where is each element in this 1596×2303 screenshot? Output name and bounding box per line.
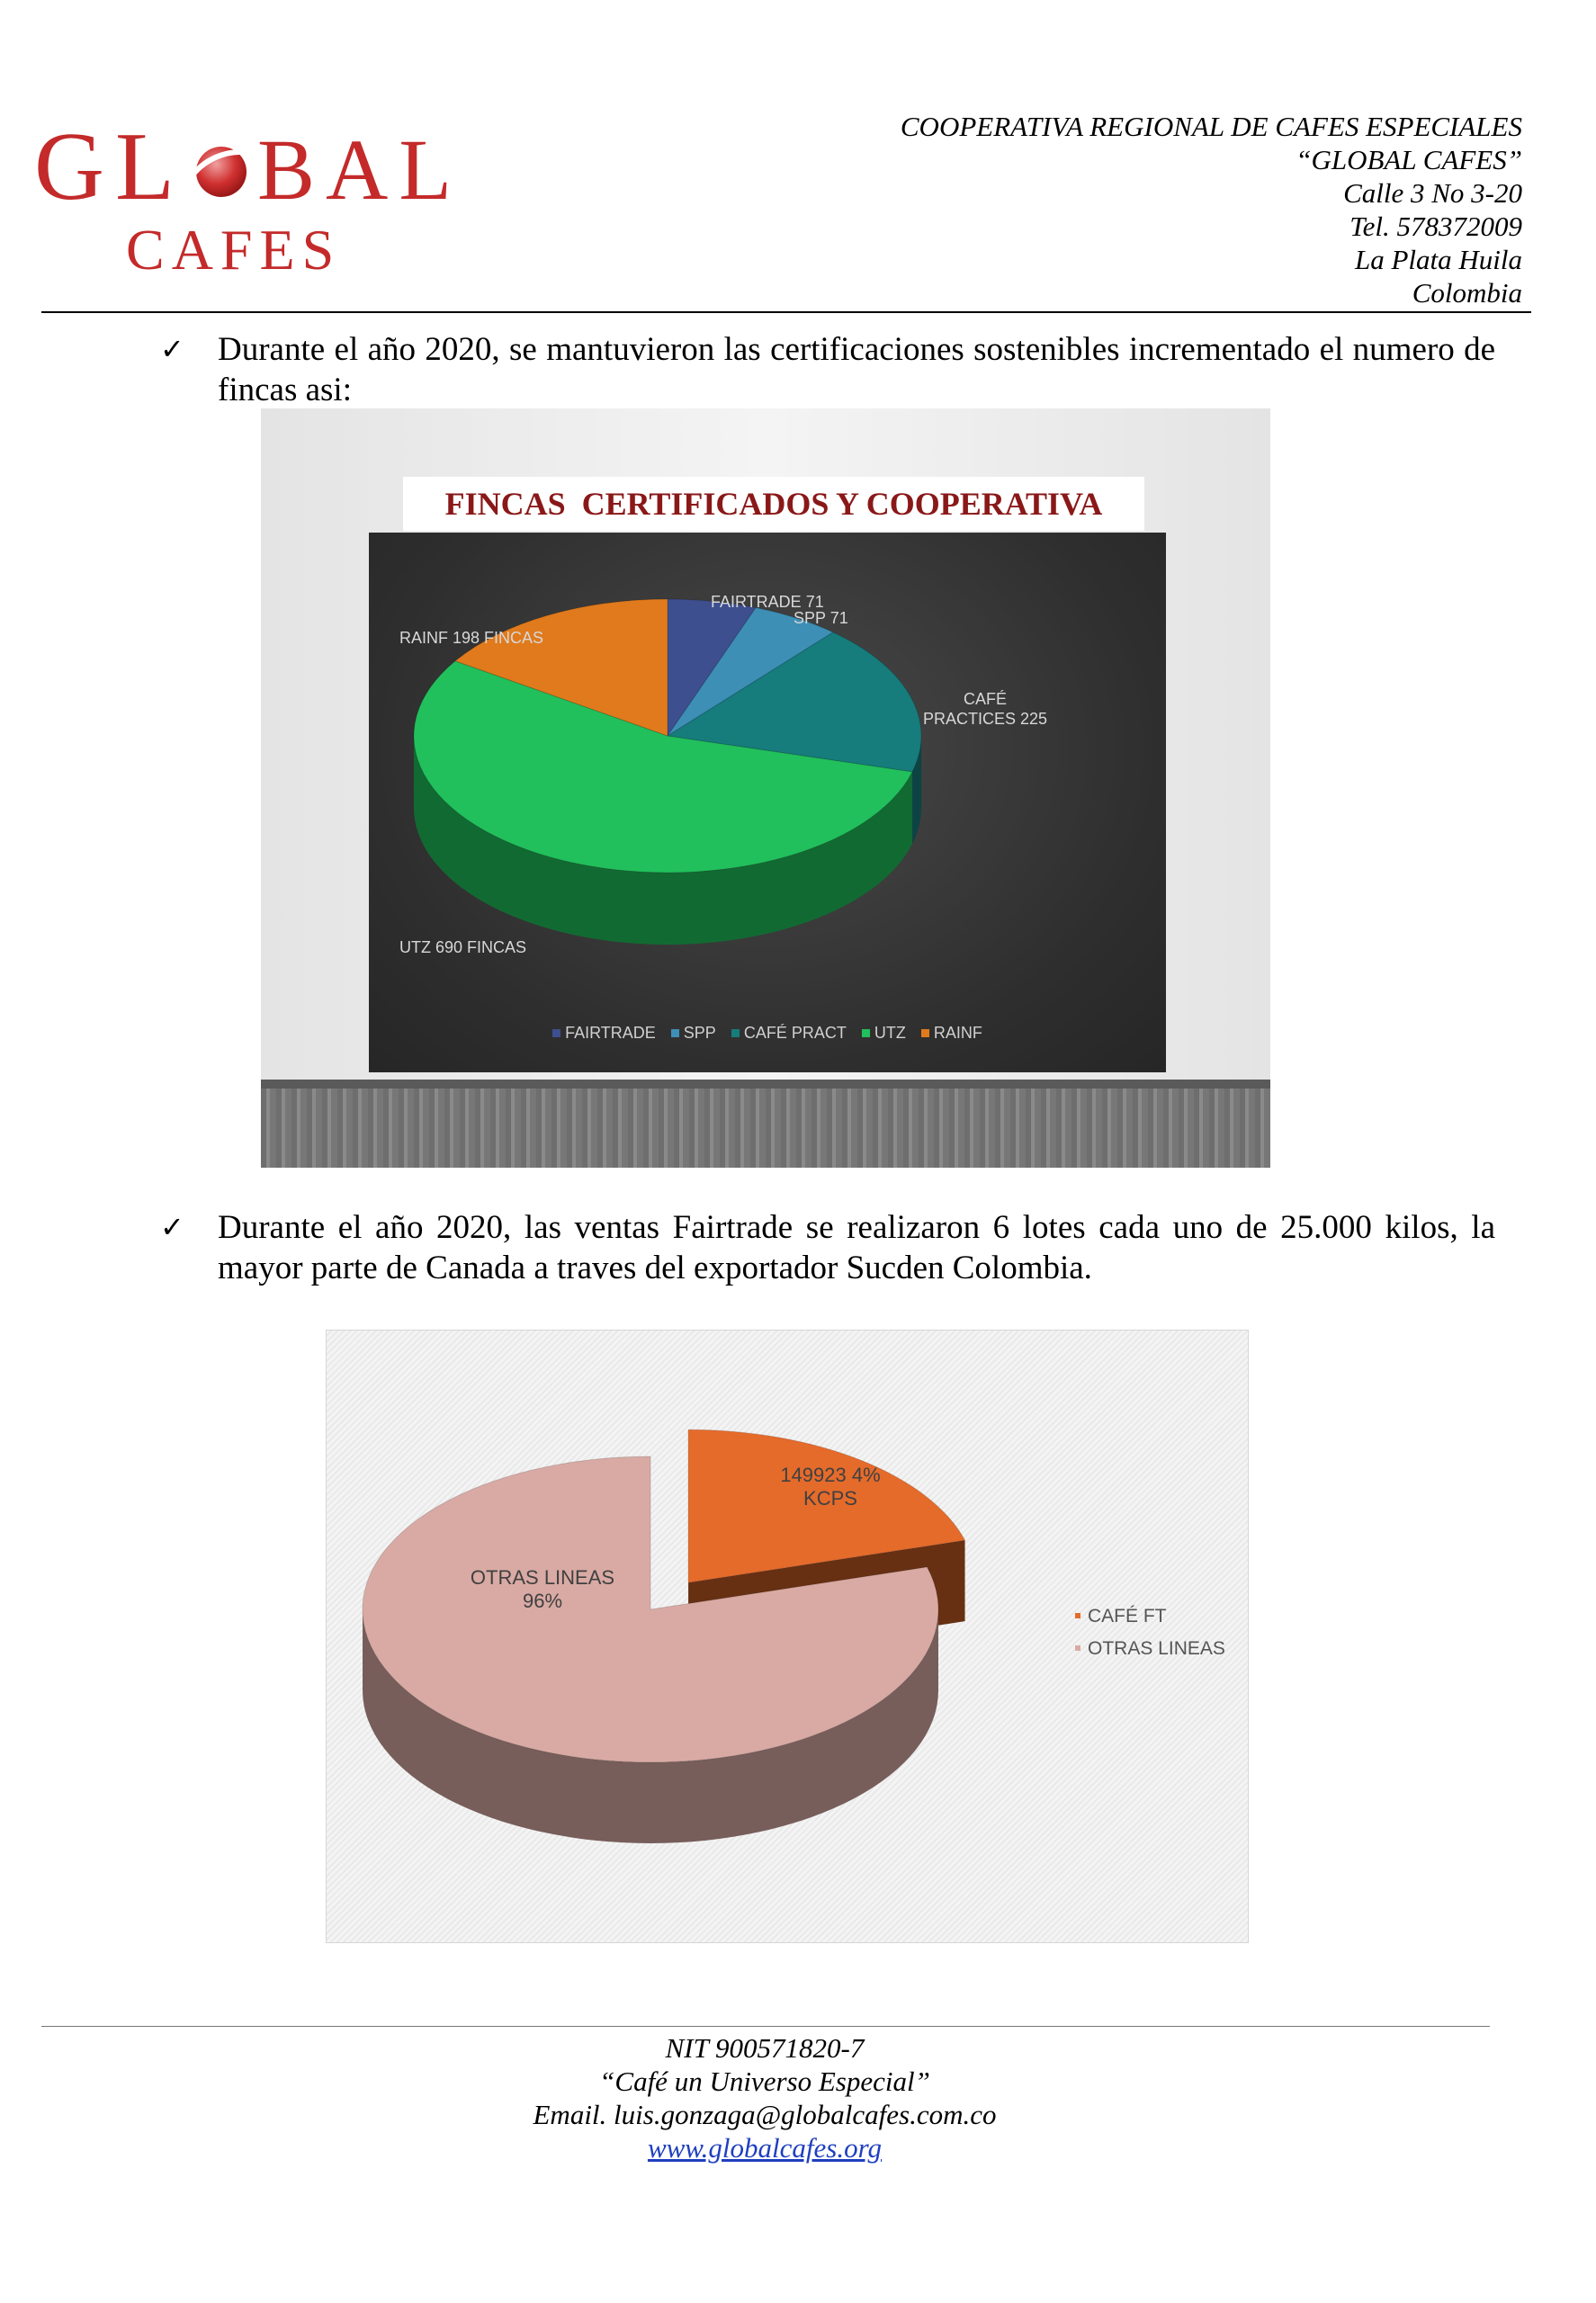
slide-floor (261, 1089, 1270, 1168)
logo-bottom-line: CAFES (126, 218, 342, 282)
address-line: COOPERATIVA REGIONAL DE CAFES ESPECIALES (900, 111, 1522, 142)
footer-website-link[interactable]: www.globalcafes.org (647, 2132, 883, 2164)
certifications-chart-slide (261, 408, 1270, 1168)
legend-swatch (1075, 1613, 1080, 1618)
data-label-spp: SPP 71 (794, 609, 848, 627)
certifications-pie-plot (369, 533, 1166, 1072)
global-cafes-logo (34, 113, 462, 282)
fairtrade-sales-chart (326, 1330, 1249, 1943)
bullet-text: Durante el año 2020, las ventas Fairtrade se realizaron 6 lotes cada uno de 25.000 kilos, la mayor parte de Canada a traves del exportador Sucden Colombia. (218, 1209, 1495, 1286)
logo-globe-icon (189, 138, 254, 202)
header-address (901, 110, 1522, 309)
legend-item: CAFÉ FT (1075, 1600, 1225, 1633)
data-label-utz: UTZ 690 FINCAS (399, 938, 527, 956)
address-line: La Plata Huila (1354, 244, 1522, 275)
header-divider (41, 311, 1531, 313)
legend-item: SPP (671, 1024, 716, 1043)
certifications-pie-svg (369, 533, 1166, 1072)
legend-item: UTZ (862, 1024, 906, 1043)
legend-item: FAIRTRADE (552, 1024, 656, 1043)
footer-nit: NIT 900571820-7 (665, 2032, 865, 2064)
legend-swatch (731, 1029, 740, 1037)
chart-legend (1075, 1600, 1225, 1665)
legend-item: RAINF (921, 1024, 982, 1043)
legend-swatch (671, 1029, 679, 1037)
address-line: Tel. 578372009 (1349, 211, 1522, 242)
legend-item: CAFÉ PRACT (731, 1024, 847, 1043)
chart-title: FINCAS CERTIFICADOS Y COOPERATIVA (403, 477, 1144, 531)
chart-legend (369, 1024, 1166, 1043)
footer-slogan: “Café un Universo Especial” (599, 2066, 930, 2097)
data-label-fairtrade: FAIRTRADE 71 (711, 593, 824, 611)
legend-swatch (552, 1029, 560, 1037)
data-label-cafe-practices: CAFÉ PRACTICES 225 (922, 690, 1048, 728)
footer-email: Email. luis.gonzaga@globalcafes.com.co (533, 2099, 997, 2130)
bullet-text: Durante el año 2020, se mantuvieron las certificaciones sostenibles incrementado el numero de fincas asi: (218, 331, 1495, 408)
checkmark-icon: ✓ (160, 332, 184, 366)
legend-swatch (862, 1029, 870, 1037)
checkmark-icon: ✓ (160, 1210, 184, 1244)
data-label-cafe-ft: 149923 4% KCPS (780, 1464, 881, 1510)
data-label-rainf: RAINF 198 FINCAS (399, 629, 544, 647)
data-label-otras-lineas: OTRAS LINEAS 96% (470, 1566, 615, 1612)
address-line: “GLOBAL CAFES” (1296, 144, 1522, 175)
footer (0, 2031, 1529, 2164)
logo-top-line: GL BAL (34, 113, 462, 220)
legend-swatch (921, 1029, 929, 1037)
address-line: Calle 3 No 3-20 (1343, 177, 1522, 209)
legend-swatch (1075, 1645, 1080, 1651)
footer-divider (41, 2026, 1490, 2027)
address-line: Colombia (1412, 277, 1522, 309)
legend-item: OTRAS LINEAS (1075, 1633, 1225, 1665)
